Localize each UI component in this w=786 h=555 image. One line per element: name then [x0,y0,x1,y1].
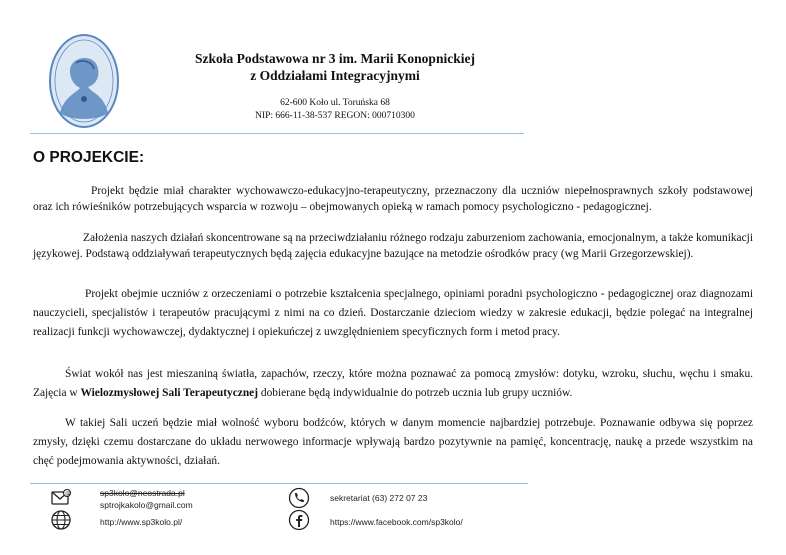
paragraph-4-text-before: Świat wokół nas jest mieszaniną światła, zapachów, rzeczy, które można poznawać za pomocą zmysłów: dotyku, wzroku, słuchu, węchu i smaku. Zajęcia w [33,368,753,399]
website-link[interactable]: http://www.sp3kolo.pl/ [100,517,183,527]
school-logo-portrait [48,33,120,129]
paragraph-2 [33,230,753,262]
paragraph-4-bold-room-name: Wielozmysłowej Sali Terapeutycznej [80,387,259,399]
globe-icon [50,509,72,531]
school-name [170,50,500,84]
phone-number: sekretariat (63) 272 07 23 [330,493,428,503]
facebook-link[interactable]: https://www.facebook.com/sp3kolo/ [330,517,463,527]
school-name-line1: Szkoła Podstawowa nr 3 im. Marii Konopnickiej [195,51,475,66]
email-link[interactable]: sptrojkakolo@gmail.com [100,500,193,510]
address-street: 62-600 Koło ul. Toruńska 68 [280,98,390,108]
school-address [240,97,430,123]
footer-divider [30,483,528,484]
phone-icon [288,487,310,509]
facebook-icon [288,509,310,531]
paragraph-3-text: Projekt obejmie uczniów z orzeczeniami o potrzebie kształcenia specjalnego, opiniami poradni psychologiczno - pedagogicznej oraz diagnozami nauczycieli, specjalistów i terapeutów pracującymi z nimi na co dzień. Dostarczanie dzieciom wiedzy w zakresie edukacji, będzie polegać na integralnej realizacji funkcji wychowawczej, dydaktycznej i opiekuńczej z uwzględnieniem specyficznych form i metod pracy. [33,288,753,338]
school-name-line2: z Oddziałami Integracyjnymi [250,68,420,83]
section-title: O PROJEKCIE: [33,149,145,166]
paragraph-5-text: W takiej Sali uczeń będzie miał wolność wyboru bodźców, których w danym momencie najbardziej potrzebuje. Poznawanie odbywa się poprzez zmysły, dzięki czemu dostarczane do układu nerwowego informacje wpływają bardzo pozytywnie na pamięć, koncentrację, naukę a przede wszystkim na chęć podejmowania aktywności, działań. [33,417,753,467]
svg-text:@: @ [65,491,71,498]
paragraph-3 [33,285,753,342]
paragraph-5 [33,414,753,471]
paragraph-4-text-after: dobierane będą indywidualnie do potrzeb ucznia lub grupy uczniów. [258,387,573,399]
old-email-link[interactable]: sp3kolo@neostrada.pl [100,488,185,498]
paragraph-2-text: Założenia naszych działań skoncentrowane są na przeciwdziałaniu różnego rodzaju zaburzeniom zachowania, emocjonalnym, a także komunikacji językowej. Podstawą oddziaływań terapeutycznych będą zajęcia edukacyjne bazujące na metodzie ośrodków pracy (wg Marii Grzegorzewskiej). [33,232,753,260]
paragraph-1-text: Projekt będzie miał charakter wychowawczo-edukacyjno-terapeutyczny, przeznaczony dla uczniów niepełnosprawnych szkoły podstawowej oraz ich rówieśników potrzebujących wsparcia w rozwoju – obejmowanych opieką w ramach pomocy psychologiczno - pedagogicznej. [33,185,753,213]
email-icon [50,487,72,509]
paragraph-1 [33,183,753,215]
header-divider [30,133,524,134]
address-tax-ids: NIP: 666-11-38-537 REGON: 000710300 [255,111,415,121]
paragraph-4 [33,365,753,403]
